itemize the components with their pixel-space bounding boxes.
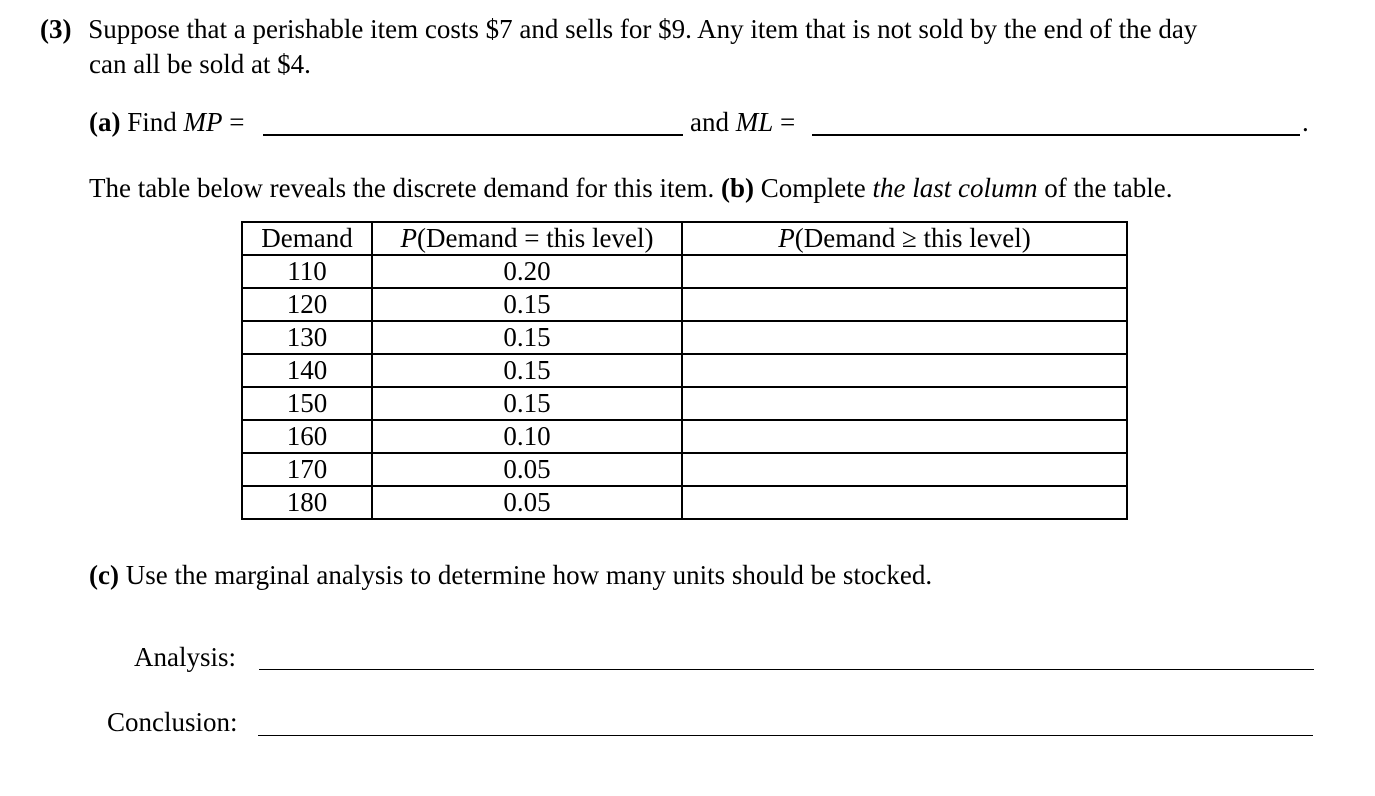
- cumulative-probability-answer-cell[interactable]: [682, 453, 1127, 486]
- part-c-text: Use the marginal analysis to determine how many units should be stocked.: [125, 560, 933, 590]
- p-symbol: P: [778, 223, 795, 253]
- demand-table: [241, 221, 1128, 520]
- problem-number: (3): [40, 14, 72, 44]
- table-row: [242, 288, 1127, 321]
- cumulative-probability-answer-cell[interactable]: [682, 321, 1127, 354]
- problem-statement: [40, 16, 1197, 43]
- analysis-label: Analysis:: [134, 642, 237, 672]
- probability-cell: 0.05: [372, 486, 682, 519]
- header-prob-atleast: [682, 222, 1127, 255]
- probability-cell: 0.15: [372, 321, 682, 354]
- cumulative-probability-answer-cell[interactable]: [682, 288, 1127, 321]
- probability-cell: 0.15: [372, 288, 682, 321]
- of-table-text: of the table.: [1044, 173, 1173, 203]
- probability-cell: 0.15: [372, 387, 682, 420]
- mp-symbol: MP: [183, 107, 223, 137]
- part-b-label: (b): [721, 173, 755, 203]
- probability-cell: 0.20: [372, 255, 682, 288]
- demand-cell: 160: [242, 420, 372, 453]
- demand-cell: 130: [242, 321, 372, 354]
- demand-cell: 140: [242, 354, 372, 387]
- last-column-text: the last column: [872, 173, 1038, 203]
- ml-answer-blank[interactable]: [812, 134, 1300, 136]
- header-prob-atleast-text: (Demand ≥ this level): [794, 223, 1031, 253]
- cumulative-probability-answer-cell[interactable]: [682, 354, 1127, 387]
- demand-cell: 110: [242, 255, 372, 288]
- cumulative-probability-answer-cell[interactable]: [682, 387, 1127, 420]
- part-c: [89, 562, 932, 589]
- demand-cell: 180: [242, 486, 372, 519]
- statement-line-1: Suppose that a perishable item costs $7 and sells for $9. Any item that is not sold by the end of the day: [88, 14, 1198, 44]
- intro-text: The table below reveals the discrete demand for this item.: [89, 173, 715, 203]
- conclusion-answer-blank[interactable]: [258, 735, 1313, 736]
- p-symbol: P: [400, 223, 418, 253]
- table-intro: [89, 175, 1172, 202]
- part-a-period: .: [1302, 107, 1309, 137]
- demand-cell: 150: [242, 387, 372, 420]
- find-text: Find: [127, 107, 177, 137]
- header-demand: Demand: [242, 222, 372, 255]
- table-row: [242, 321, 1127, 354]
- cumulative-probability-answer-cell[interactable]: [682, 420, 1127, 453]
- demand-cell: 170: [242, 453, 372, 486]
- probability-cell: 0.15: [372, 354, 682, 387]
- probability-cell: 0.10: [372, 420, 682, 453]
- statement-line-2: can all be sold at $4.: [89, 49, 311, 79]
- ml-label: [690, 109, 795, 136]
- probability-cell: 0.05: [372, 453, 682, 486]
- table-row: [242, 453, 1127, 486]
- part-a-label: [89, 109, 244, 136]
- cumulative-probability-answer-cell[interactable]: [682, 486, 1127, 519]
- complete-text: Complete: [760, 173, 866, 203]
- ml-equals: =: [780, 107, 796, 137]
- conclusion-label: Conclusion:: [107, 707, 238, 737]
- table-row: [242, 486, 1127, 519]
- table-row: [242, 354, 1127, 387]
- mp-equals: =: [229, 107, 245, 137]
- mp-answer-blank[interactable]: [263, 134, 683, 136]
- part-a-number: (a): [89, 107, 121, 137]
- table-header-row: [242, 222, 1127, 255]
- cumulative-probability-answer-cell[interactable]: [682, 255, 1127, 288]
- table-row: [242, 255, 1127, 288]
- header-prob-equal: [372, 222, 682, 255]
- header-prob-equal-text: (Demand = this level): [417, 223, 654, 253]
- ml-symbol: ML: [735, 107, 774, 137]
- table-row: [242, 387, 1127, 420]
- demand-cell: 120: [242, 288, 372, 321]
- part-c-label: (c): [89, 560, 119, 590]
- and-text: and: [690, 107, 729, 137]
- table-row: [242, 420, 1127, 453]
- analysis-answer-blank[interactable]: [259, 669, 1314, 670]
